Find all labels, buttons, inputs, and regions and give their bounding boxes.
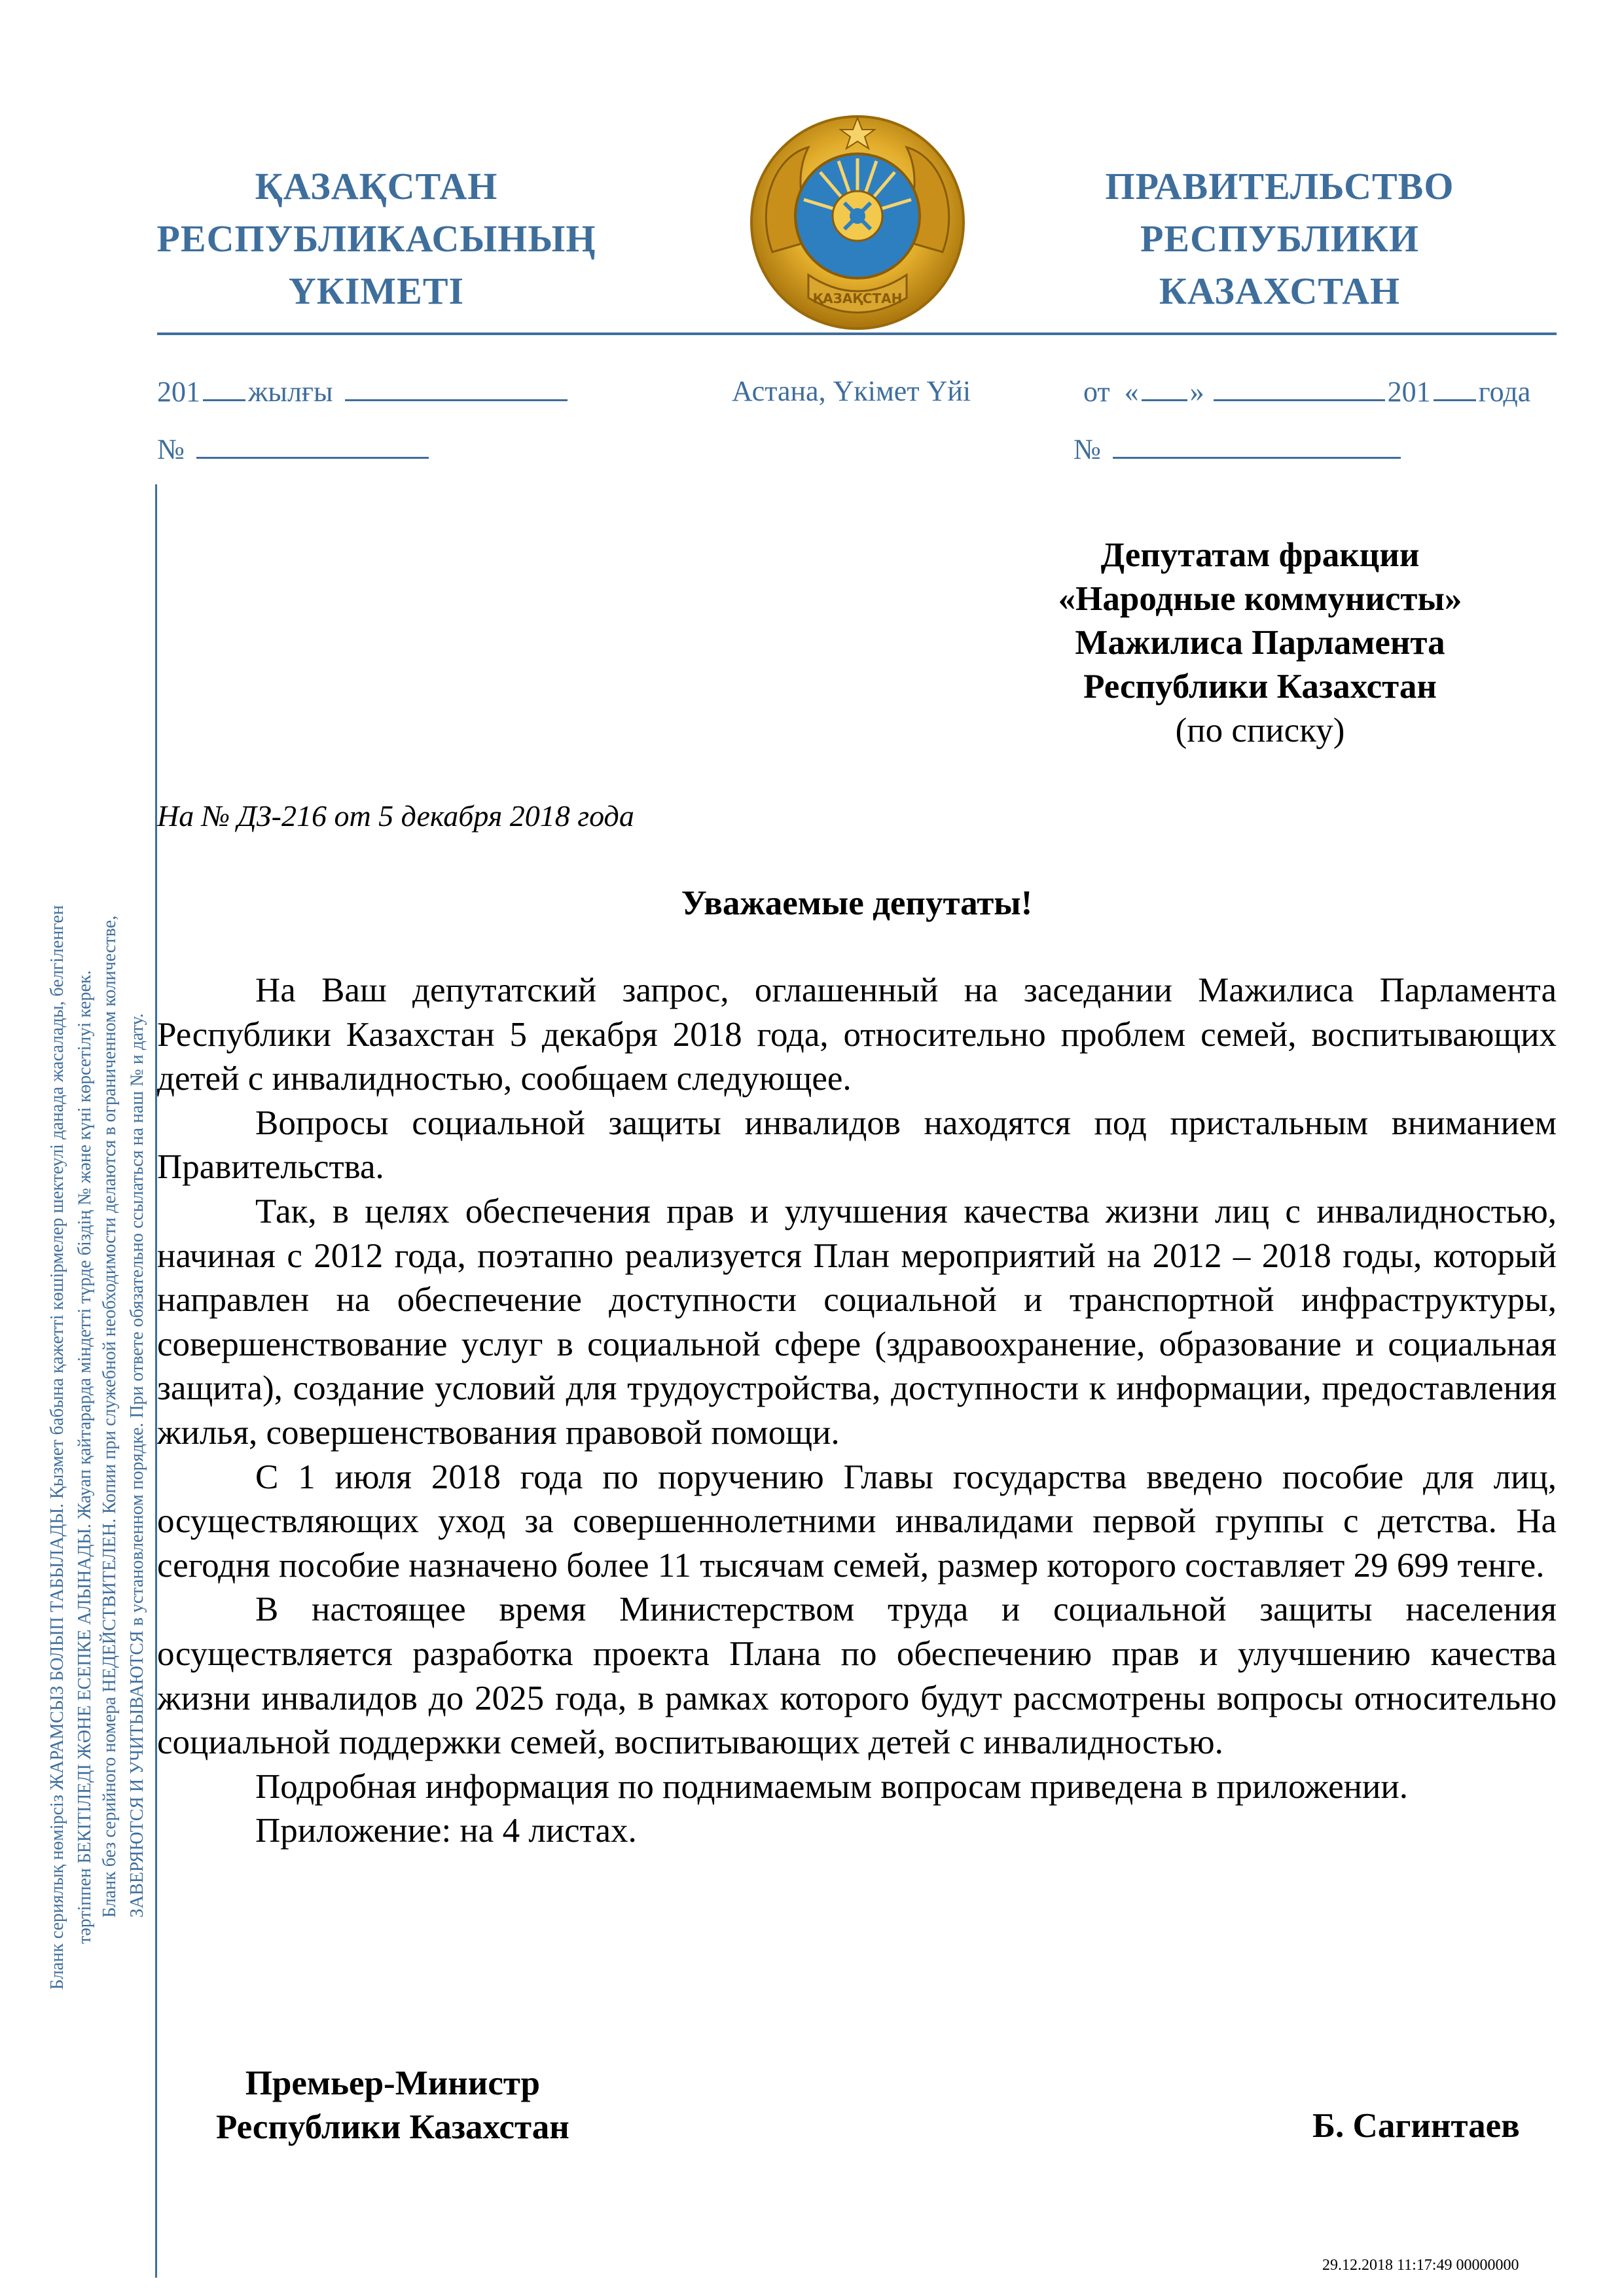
ru-number-sign: № xyxy=(1074,433,1101,465)
paragraph: Вопросы социальной защиты инвалидов находятся под пристальным вниманием Правительства. xyxy=(157,1103,1557,1187)
header-kz-line-3: ҮКІМЕТІ xyxy=(288,270,465,312)
addressee-line-4: Республики Казахстан xyxy=(1083,668,1437,706)
header-ru-line-1: ПРАВИТЕЛЬСТВО xyxy=(1105,165,1454,207)
letter-body xyxy=(157,969,1557,1854)
ru-date-line xyxy=(1083,374,1530,409)
signatory-position-line-1: Премьер-Министр xyxy=(245,2064,541,2102)
ru-quote-close: » xyxy=(1189,376,1204,408)
ru-from-label: от xyxy=(1083,376,1110,408)
paragraph: На Ваш депутатский запрос, оглашенный на заседании Мажилиса Парламента Республики Казахстан 5 декабря 2018 года, относительно проблем семей, воспитывающих детей с инвалидностью, сообщаем следующее. xyxy=(157,971,1557,1098)
ru-quote-open: « xyxy=(1124,376,1139,408)
header-kz-line-2: РЕСПУБЛИКАСЫНЫҢ xyxy=(156,217,596,260)
paragraph: Подробная информация по поднимаемым вопросам приведена в приложении. xyxy=(255,1767,1408,1806)
kz-year-blank xyxy=(203,374,245,401)
header-title-russian xyxy=(1051,160,1509,317)
header-ru-line-2: РЕСПУБЛИКИ xyxy=(1140,217,1420,260)
ru-number-blank xyxy=(1113,432,1401,459)
side-notice-line-2: тәртіппен БЕКІТІЛЕДІ ЖӘНЕ ЕСЕПКЕ АЛЫНАДЫ. Жауап қайтарарда міндетті түрде біздің № және күні көрсетілуі керек. xyxy=(75,970,95,1944)
kz-date-line xyxy=(157,374,570,409)
city-label: Астана, Үкімет Үйі xyxy=(732,375,971,407)
header-divider xyxy=(157,332,1557,335)
state-emblem-icon xyxy=(746,111,969,334)
header-ru-line-3: КАЗАХСТАН xyxy=(1159,270,1401,312)
paragraph: С 1 июля 2018 года по поручению Главы государства введено пособие для лиц, осуществляющих уход за совершеннолетними инвалидами первой группы с детства. На сегодня пособие назначено более 11 тысячам семей, размер которого составляет 29 699 тенге. xyxy=(157,1458,1557,1585)
ru-day-blank xyxy=(1142,374,1187,401)
kz-number-blank xyxy=(196,432,429,459)
kz-number-sign: № xyxy=(157,433,185,465)
signatory-position xyxy=(216,2062,569,2149)
side-notice-line-3: Бланк без серийного номера НЕДЕЙСТВИТЕЛЕН. Копии при служебной необходимости делаются в ограниченном количестве, xyxy=(99,915,120,1918)
salutation: Уважаемые депутаты! xyxy=(681,884,1033,922)
svg-text:ҚАЗАҚСТАН: ҚАЗАҚСТАН xyxy=(812,291,903,306)
paragraph: В настоящее время Министерством труда и социальной защиты населения осуществляется разработка проекта Плана по обеспечению прав и улучшению качества жизни инвалидов до 2025 года, в рамках которого будут рассмотрены вопросы относительно социальной поддержки семей, воспитывающих детей с инвалидностью. xyxy=(157,1590,1557,1762)
signatory-name: Б. Сагинтаев xyxy=(1312,2107,1520,2145)
header-title-kazakh xyxy=(147,160,605,317)
ru-year-blank xyxy=(1434,374,1476,401)
kz-year-word: жылғы xyxy=(248,376,333,408)
kz-year-label: 201 xyxy=(157,376,200,408)
ru-number-line xyxy=(1074,432,1403,467)
paragraph: Приложение: на 4 листах. xyxy=(255,1812,637,1850)
addressee-block xyxy=(949,533,1571,753)
side-notice-line-1: Бланк сериялық нөмірсіз ЖАРАМСЫЗ БОЛЫП ТАБЫЛАДЫ. Қызмет бабына қажетті көшірмелер шектеулі данада жасалады, белгіленген xyxy=(47,905,67,1990)
addressee-note: (по списку) xyxy=(1175,711,1345,749)
paragraph: Так, в целях обеспечения прав и улучшения качества жизни лиц с инвалидностью, начиная с 2012 года, поэтапно реализуется План мероприятий на 2012 – 2018 годы, который направлен на обеспечение доступности социальной и транспортной инфраструктуры, совершенствование услуг в социальной сфере (здравоохранение, образование и социальная защита), создание условий для трудоустройства, доступности к информации, предоставления жилья, совершенствования правовой помощи. xyxy=(157,1192,1557,1452)
ru-year-label: 201 xyxy=(1387,376,1431,408)
addressee-line-3: Мажилиса Парламента xyxy=(1075,624,1445,662)
addressee-line-1: Депутатам фракции xyxy=(1100,536,1420,574)
ru-year-word: года xyxy=(1478,376,1531,408)
kz-date-blank xyxy=(345,374,568,401)
reference-line: На № ДЗ-216 от 5 декабря 2018 года xyxy=(157,799,634,833)
side-notice-line-4: ЗАВЕРЯЮТСЯ И УЧИТЫВАЮТСЯ в установленном порядке. При ответе обязательно ссылаться на наш № и дату. xyxy=(127,1013,147,1918)
footer-timestamp: 29.12.2018 11:17:49 00000000 xyxy=(1322,2257,1519,2274)
signatory-position-line-2: Республики Казахстан xyxy=(216,2108,569,2146)
addressee-line-2: «Народные коммунисты» xyxy=(1058,580,1462,618)
kz-number-line xyxy=(157,432,431,467)
header-kz-line-1: ҚАЗАҚСТАН xyxy=(255,165,498,207)
ru-month-blank xyxy=(1214,374,1385,401)
